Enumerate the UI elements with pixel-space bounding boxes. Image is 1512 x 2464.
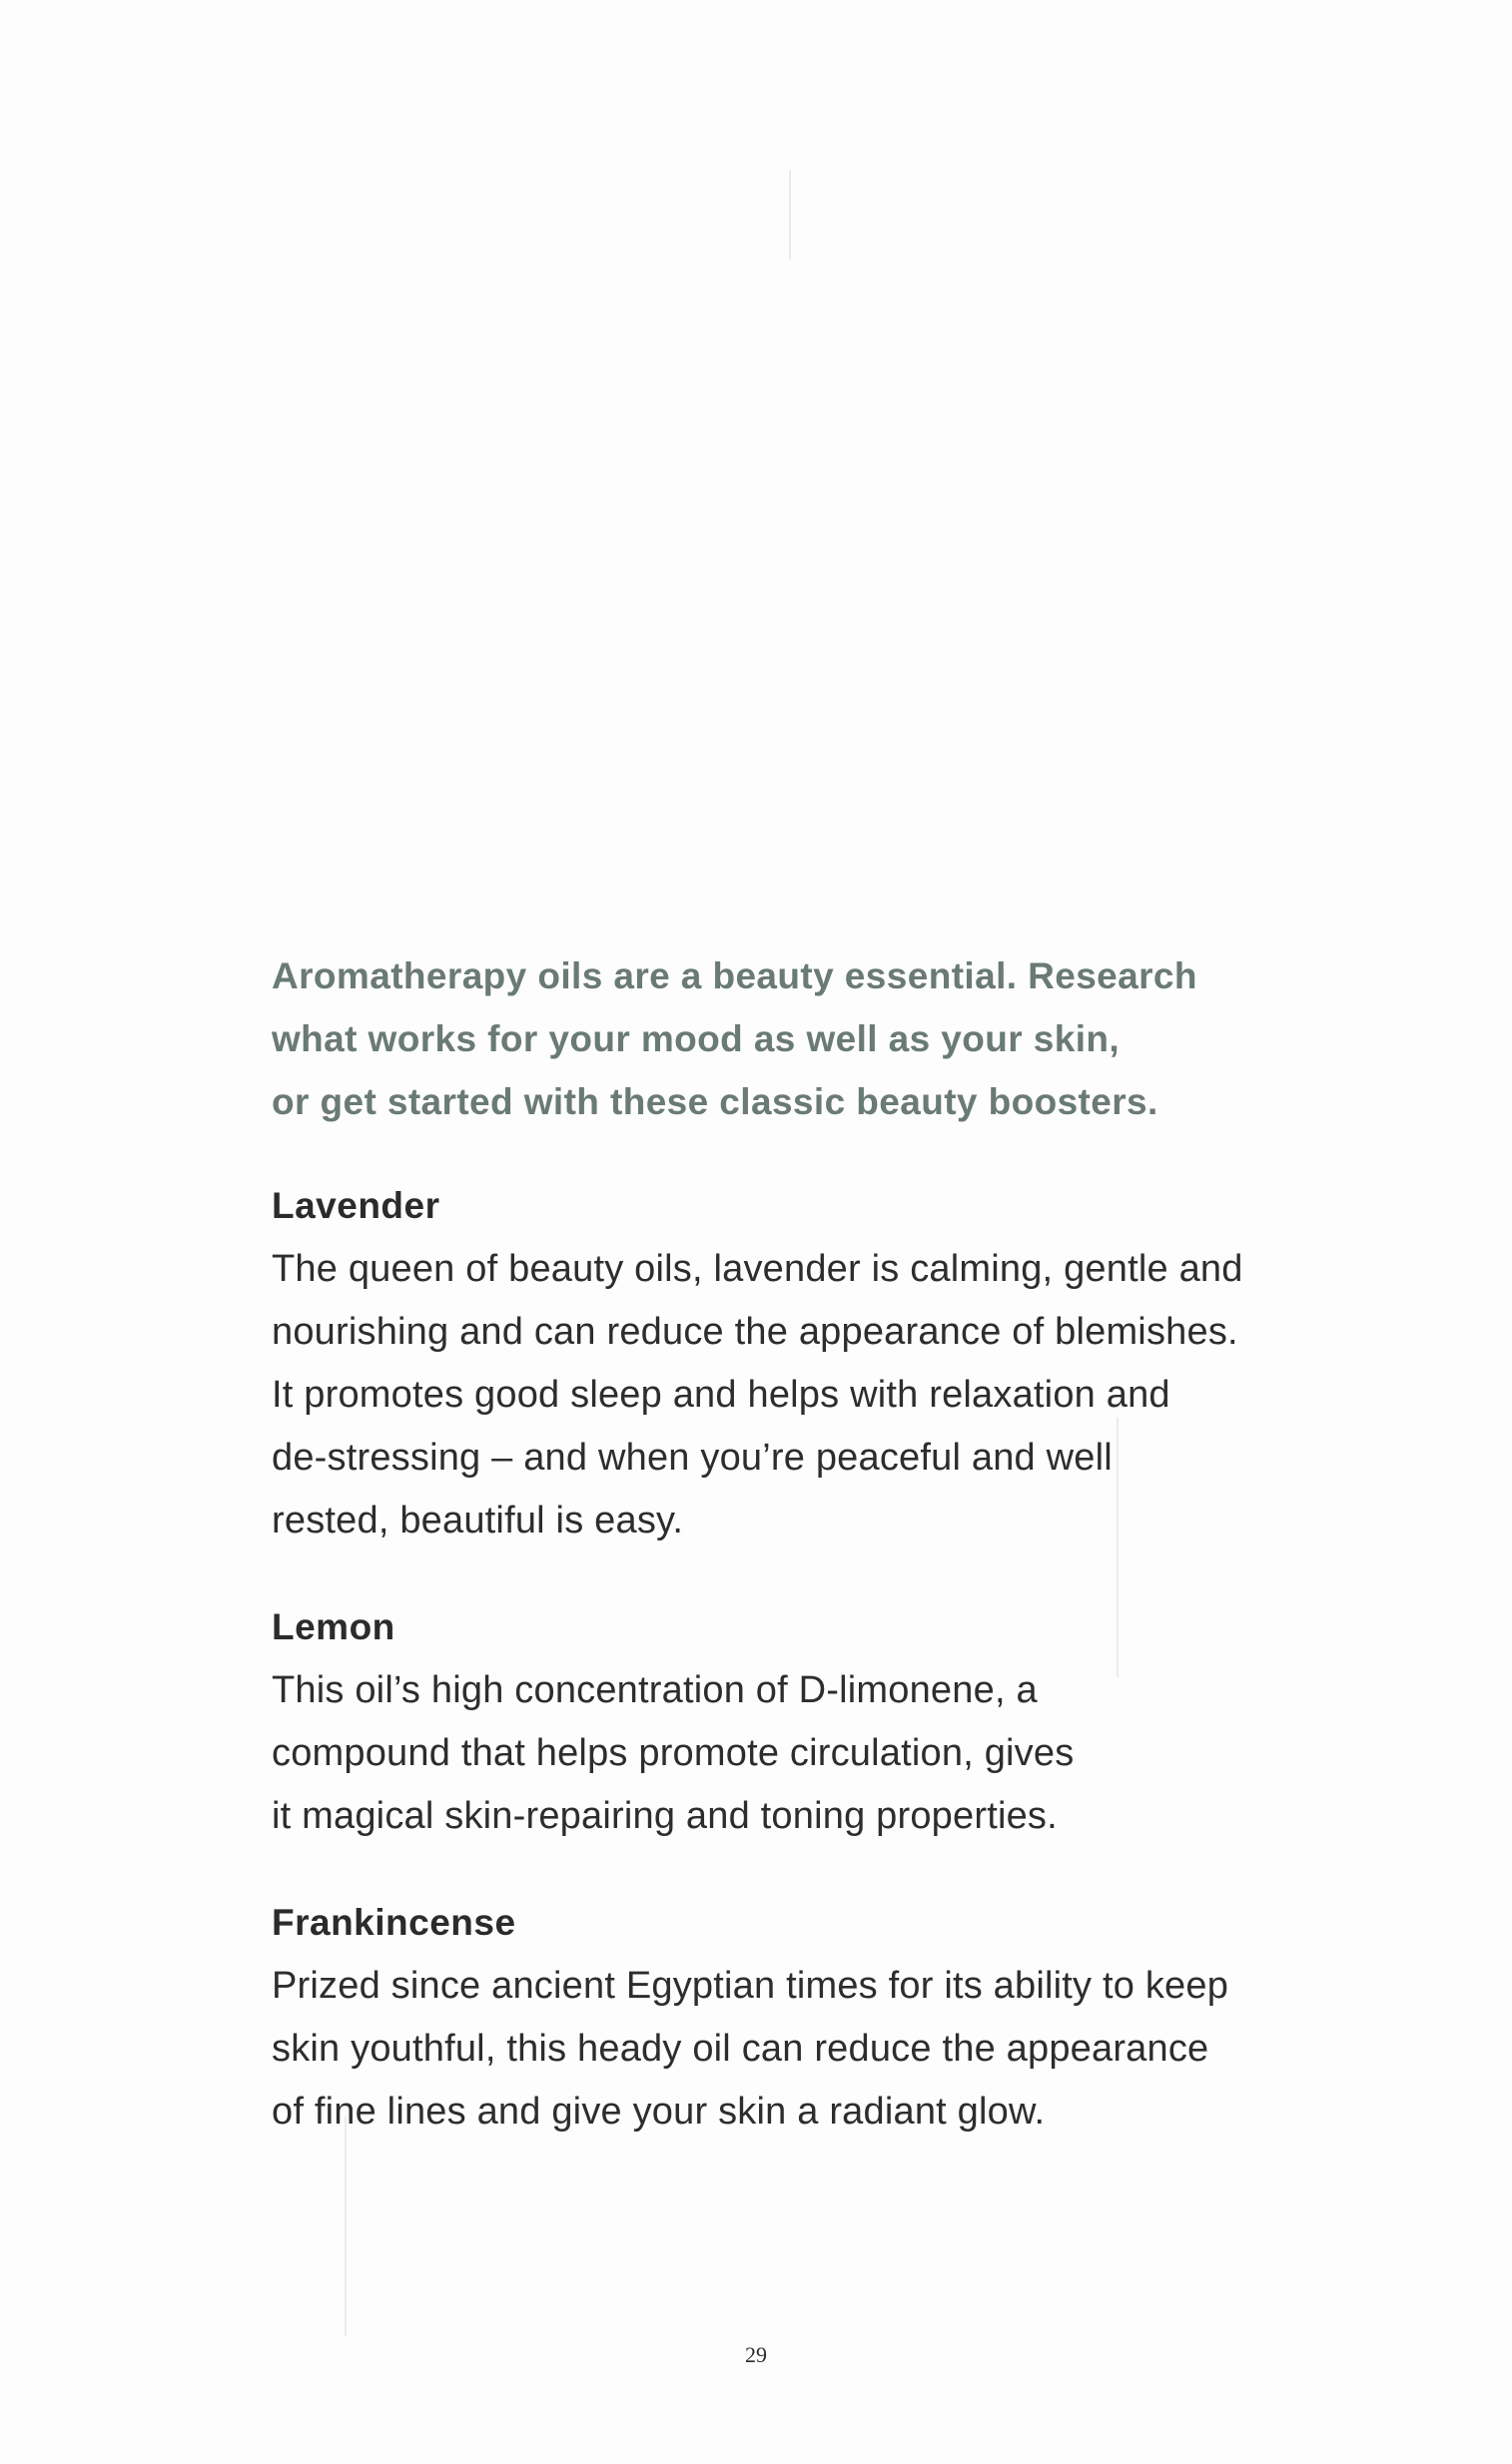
section-text-line: It promotes good sleep and helps with relaxation and bbox=[272, 1374, 1170, 1416]
section-text-line: skin youthful, this heady oil can reduce the appearance bbox=[272, 2028, 1209, 2070]
section-text-line: The queen of beauty oils, lavender is calming, gentle and bbox=[272, 1248, 1243, 1290]
scan-artifact bbox=[789, 170, 791, 260]
section-text-line: This oil’s high concentration of D-limonene, a bbox=[272, 1669, 1038, 1711]
section-text-line: rested, beautiful is easy. bbox=[272, 1500, 684, 1541]
section-heading: Lemon bbox=[272, 1606, 395, 1647]
section-lavender bbox=[272, 1174, 1330, 1552]
section-heading: Frankincense bbox=[272, 1902, 516, 1943]
section-text-line: of fine lines and give your skin a radiant glow. bbox=[272, 2091, 1046, 2133]
intro-line: what works for your mood as well as your skin, bbox=[272, 1018, 1121, 1059]
section-text-line: nourishing and can reduce the appearance of blemishes. bbox=[272, 1311, 1238, 1353]
intro-paragraph bbox=[272, 944, 1330, 1133]
section-text-line: compound that helps promote circulation, gives bbox=[272, 1732, 1075, 1774]
intro-line: or get started with these classic beauty boosters. bbox=[272, 1081, 1158, 1122]
intro-line: Aromatherapy oils are a beauty essential. Research bbox=[272, 955, 1197, 996]
section-text-line: de-stressing – and when you’re peaceful and well bbox=[272, 1437, 1113, 1479]
section-frankincense bbox=[272, 1891, 1330, 2144]
page-number: 29 bbox=[745, 2342, 767, 2367]
section-heading: Lavender bbox=[272, 1185, 440, 1226]
section-text-line: Prized since ancient Egyptian times for its ability to keep bbox=[272, 1965, 1229, 2007]
section-lemon bbox=[272, 1595, 1330, 1848]
section-text-line: it magical skin-repairing and toning properties. bbox=[272, 1795, 1058, 1837]
scan-artifact bbox=[345, 2117, 347, 2336]
